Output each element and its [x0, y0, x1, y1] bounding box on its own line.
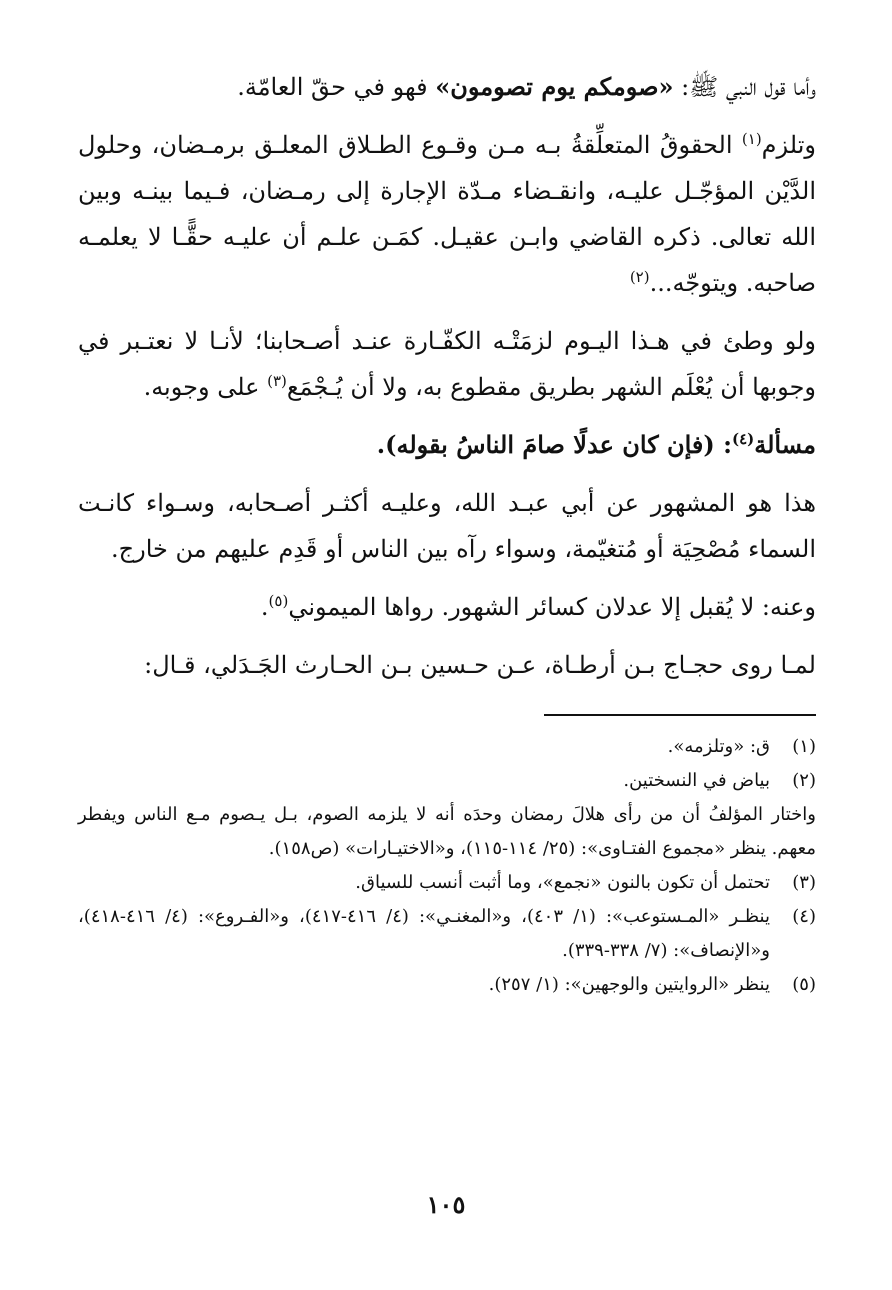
footnote-ref-5[interactable]: (٥) — [268, 592, 289, 610]
page-number: ١٠٥ — [426, 1190, 466, 1219]
footnote-ref-4[interactable]: (٤) — [731, 430, 755, 448]
text: على وجوبه. — [143, 373, 268, 401]
footnote-divider — [544, 714, 816, 716]
footnote-1 — [78, 730, 816, 764]
text: وعنه: لا يُقبل إلا عدلان كسائر الشهور. رواها الميموني — [288, 593, 816, 621]
paragraph-7 — [78, 642, 816, 688]
hadith-quote: «صومكم يوم تصومون» — [435, 72, 674, 101]
paragraph-3 — [78, 318, 816, 410]
text: هذا هو المشهور عن أبي عبـد الله، وعليـه أكثـر أصـحابه، وسـواء كانـت السماء مُصْحِيَة أو مُتغيّمة، وسواء رآه بين الناس أو قَدِم عليهم من خارج. — [78, 489, 816, 563]
text: وتلزم — [761, 131, 816, 159]
masala-label: مسألة — [754, 430, 816, 459]
text: وأما قول النبي ﷺ: — [673, 73, 816, 101]
footnote-ref-1[interactable]: (١) — [741, 130, 762, 148]
text: الحقوقُ المتعلِّقةُ بـه مـن وقـوع الطـلاق المعلـق برمـضان، وحلول الدَّيْن المؤجّـل عليـه، وانقـضاء مـدّة الإجارة إلى رمـضان، فـيما بينـه وبين الله تعالى. ذكره القاضي وابـن عقيـل. كمَـن علـم أن عليـه حقًّـا لا يعلمـه صاحبه. ويتوجّه... — [78, 131, 816, 297]
text: ولو وطئ في هـذا اليـوم لزمَتْـه الكفّـارة عنـد أصـحابنا؛ لأنـا لا نعتـبر في وجوبها أن يُعْلَم الشهر بطريق مقطوع به، ولا أن يُـجْمَع — [78, 327, 816, 401]
text: لمـا روى حجـاج بـن أرطـاة، عـن حـسين بـن الحـارث الجَـدَلي، قـال: — [144, 651, 816, 679]
footnote-4 — [78, 900, 816, 968]
footnote-number: (١) — [792, 736, 816, 757]
footnote-text: ق: «وتلزمه». — [667, 736, 770, 757]
footnotes — [78, 730, 816, 1002]
footnote-text: تحتمل أن تكون بالنون «نجمع»، وما أثبت أنسب للسياق. — [355, 872, 770, 893]
paragraph-1 — [78, 64, 816, 110]
main-text — [78, 64, 816, 688]
footnote-number: (٤) — [792, 906, 816, 927]
footnote-2-continuation: واختار المؤلفُ أن من رأى هلالَ رمضان وحدَه أنه لا يلزمه الصوم، بـل يـصوم مـع الناس ويفطر معهم. ينظر «مجموع الفتـاوى»: (٢٥/ ١١٤-١١٥)، و«الاختيـارات» (ص١٥٨). — [78, 804, 816, 859]
footnote-ref-2[interactable]: (٢) — [629, 268, 650, 286]
paragraph-5 — [78, 480, 816, 572]
masala-heading — [78, 422, 816, 468]
footnote-2 — [78, 764, 816, 798]
footnote-text: بياض في النسختين. — [623, 770, 770, 791]
footnote-number: (٢) — [792, 770, 816, 791]
text: فهو في حقّ العامّة. — [237, 73, 436, 101]
masala-text: : (فإن كان عدلًا صامَ الناسُ بقوله). — [376, 430, 732, 459]
footnote-ref-3[interactable]: (٣) — [267, 372, 287, 390]
footnote-text: ينظـر «المـستوعب»: (١/ ٤٠٣)، و«المغنـي»: (٤/ ٤١٦-٤١٧)، و«الفـروع»: (٤/ ٤١٦-٤١٨)، و«الإنصاف»: (٧/ ٣٣٨-٣٣٩). — [78, 906, 770, 961]
footnote-3 — [78, 866, 816, 900]
footnote-5 — [78, 968, 816, 1002]
footnote-text: ينظر «الروايتين والوجهين»: (١/ ٢٥٧). — [488, 974, 770, 995]
text: . — [260, 593, 269, 621]
paragraph-2 — [78, 122, 816, 306]
footnote-number: (٣) — [792, 872, 816, 893]
paragraph-6 — [78, 584, 816, 630]
footnote-number: (٥) — [792, 974, 816, 995]
